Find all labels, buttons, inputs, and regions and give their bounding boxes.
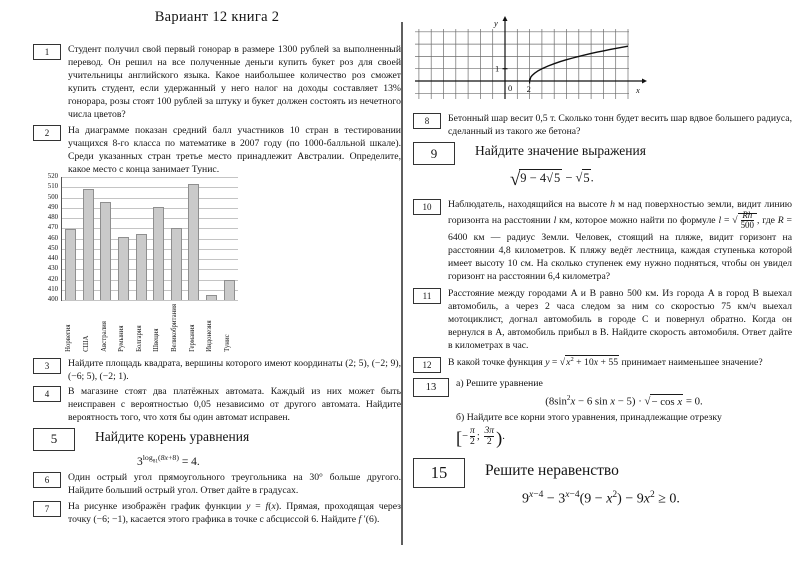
problem-3-number: 3 xyxy=(33,358,61,374)
bar-label: Норвегия xyxy=(65,324,73,352)
bar-chart-plot xyxy=(61,177,238,301)
bar-chart-xlabels xyxy=(61,301,237,352)
bar-label: Швеция xyxy=(153,328,161,352)
y-axis-tick-label: 400 xyxy=(47,296,58,303)
bar-label: Австралия xyxy=(100,321,108,352)
problem-7 xyxy=(33,500,401,526)
problem-1-number: 1 xyxy=(33,44,61,60)
problem-2 xyxy=(33,124,401,176)
bar-label: Тунис xyxy=(223,334,231,352)
problem-8 xyxy=(413,112,792,138)
problem-15 xyxy=(413,457,792,508)
problem-9-body xyxy=(462,141,792,191)
problem-2-text: На диаграмме показан средний балл участников 10 стран в тестировании учащихся 8-го класса по математике в 2007 году (по 1000-балльной шкале). Среди указанных стран третье место принадлежит Австралии. Определите, какое место с конца занимает Тунис. xyxy=(68,125,401,175)
function-graph xyxy=(415,14,651,108)
problem-6-number: 6 xyxy=(33,472,61,488)
bar xyxy=(153,207,164,300)
problem-7-text: На рисунке изображён график функции y = f(x). Прямая, проходящая через точку (−6; −1), касается этого графика в точке с абсциссой 6. Найдите f ′(6). xyxy=(68,500,401,525)
problem-4-text: В магазине стоят два платёжных автомата. Каждый из них может быть неисправен с вероятностью 0,05 независимо от другого автомата. Найдите вероятность того, что хотя бы один автомат исправен. xyxy=(68,385,401,423)
column-divider xyxy=(401,22,403,545)
bar xyxy=(100,202,111,300)
right-column xyxy=(413,0,792,508)
problem-13-number: 13 xyxy=(413,378,449,397)
bar xyxy=(136,234,147,300)
bar-label-slot xyxy=(79,301,96,352)
bar-label-slot xyxy=(202,301,219,352)
bar-chart-main xyxy=(43,173,401,303)
y-axis-tick-label: 500 xyxy=(47,193,58,201)
problem-12-number: 12 xyxy=(413,357,441,373)
x-tick-label: 2 xyxy=(526,84,531,94)
bar xyxy=(83,189,94,300)
y-axis-tick-label: 420 xyxy=(47,275,58,283)
problem-9 xyxy=(413,141,792,191)
problem-6-text: Один острый угол прямоугольного треугольника на 30° больше другого. Найдите больший острый угол. Ответ дайте в градусах. xyxy=(68,471,401,496)
problem-5-body xyxy=(82,427,401,468)
page-title: Вариант 12 книга 2 xyxy=(154,9,280,25)
problem-4 xyxy=(33,385,401,424)
problem-5-number: 5 xyxy=(33,428,75,451)
bar-chart-xlabels-row xyxy=(43,301,401,352)
problem-12-text: В какой точке функция $y = √x^2 + 10x + 55$ принимает наименьшее значение? xyxy=(448,355,763,368)
bar-label-slot xyxy=(114,301,131,352)
problem-13-body xyxy=(456,377,792,449)
bar-label-slot xyxy=(61,301,78,352)
bar xyxy=(65,229,76,300)
problem-1 xyxy=(33,43,401,121)
bar-label-slot xyxy=(132,301,149,352)
problem-5-formula: $3^{log_{81}(8x+8)} = 4$. xyxy=(137,452,200,468)
problem-8-text: Бетонный шар весит 0,5 т. Сколько тонн будет весить шар вдвое большего радиуса, сделанный из такого же бетона? xyxy=(448,113,792,137)
left-column xyxy=(33,0,401,526)
problem-9-number: 9 xyxy=(413,142,455,165)
bar xyxy=(118,237,129,300)
y-axis-tick-label: 440 xyxy=(47,255,58,262)
bar-label: Болгария xyxy=(135,325,143,352)
problem-15-number: 15 xyxy=(413,458,465,488)
x-axis-arrow xyxy=(642,79,647,84)
problem-9-formula: √9 − 4√5 − √5. xyxy=(510,169,594,190)
problem-15-body xyxy=(472,457,792,508)
bar-label: Великобритания xyxy=(170,304,178,352)
bar-label: Индонезия xyxy=(206,320,214,352)
gridline xyxy=(62,300,238,301)
problem-13-part-b-label: б) Найдите все корни этого уравнения, принадлежащие отрезку xyxy=(456,411,722,423)
problem-1-text: Студент получил свой первый гонорар в размере 1300 рублей за выполненный перевод. Он решил на все полученные деньги купить букет роз для своей учительницы английского языка. Какое наибольшее количество роз сможет купить студент, если удержанный у него налог на доходы составляет 13% гонорара, розы стоят 100 рублей за штуку и букет должен состоять из нечетного числа цветов? xyxy=(68,44,401,120)
y-tick-label: 1 xyxy=(495,63,500,74)
problem-10-number: 10 xyxy=(413,199,441,215)
bar-label-slot xyxy=(149,301,166,352)
problem-4-number: 4 xyxy=(33,386,61,402)
problem-9-heading: Найдите значение выражения xyxy=(475,143,646,158)
bar-label-slot xyxy=(184,301,201,352)
y-axis-tick-label: 490 xyxy=(47,203,58,211)
bar xyxy=(206,295,217,300)
y-axis-tick-label: 450 xyxy=(47,244,58,252)
problem-10 xyxy=(413,198,792,283)
bar-label-slot xyxy=(167,301,184,352)
y-axis-tick-label: 510 xyxy=(47,183,58,191)
problem-13-part-a-label: а) Решите уравнение xyxy=(456,377,543,389)
bar xyxy=(171,228,182,300)
y-axis-tick-label: 470 xyxy=(47,224,58,232)
problem-5 xyxy=(33,427,401,468)
problem-8-number: 8 xyxy=(413,113,441,129)
bar-chart-yaxis xyxy=(43,173,61,303)
bar-label-slot xyxy=(96,301,113,352)
problem-12 xyxy=(413,356,792,373)
x-axis-label: x xyxy=(636,85,640,95)
bar xyxy=(188,184,199,300)
y-axis-tick-label: 480 xyxy=(47,214,58,221)
problem-13-formula: ($8\sin^2x - 6$ sin x − 5) · √− cos x = 0. xyxy=(545,392,703,408)
problem-13 xyxy=(413,377,792,449)
bar-label: Германия xyxy=(188,324,196,352)
y-axis-tick-label: 430 xyxy=(47,265,58,273)
bar-chart-xaxis-spacer xyxy=(43,301,61,352)
problem-7-number: 7 xyxy=(33,501,61,517)
bar-chart-bars xyxy=(62,177,238,300)
problem-2-number: 2 xyxy=(33,125,61,141)
bar-label: США xyxy=(82,335,90,352)
y-axis-tick-label: 520 xyxy=(47,173,58,180)
problem-11-text: Расстояние между городами A и B равно 500 км. Из города A в город B выехал автомобиль, а через 2 часа следом за ним со скоростью 75 км/ч выехал мотоциклист, догнал автомобиль в городе C и повернул обратно. Когда он вернулся в A, автомобиль прибыл в B. Найдите скорость автомобиля. Ответ дайте в километрах в час. xyxy=(448,287,792,351)
problem-13-interval: [− $\frac{\pi}{2}$ ; $\frac{3\pi}{2}$ ). xyxy=(456,424,505,448)
y-axis-tick-label: 410 xyxy=(47,285,58,293)
problem-6 xyxy=(33,471,401,497)
problem-15-formula: $9^{x-4} - 3^{x-4}(9 - x^2) - 9x^2 \ge 0$. xyxy=(522,489,680,507)
origin-label: 0 xyxy=(508,83,513,93)
bar-chart xyxy=(43,173,401,352)
bar-label-slot xyxy=(220,301,237,352)
problem-11-number: 11 xyxy=(413,288,441,304)
bar xyxy=(224,280,235,301)
y-axis-tick-label: 460 xyxy=(47,234,58,242)
problem-3 xyxy=(33,357,401,383)
y-axis-arrow xyxy=(503,16,508,21)
y-axis-label: y xyxy=(494,18,498,28)
problem-11 xyxy=(413,287,792,352)
problem-5-heading: Найдите корень уравнения xyxy=(95,428,250,444)
problem-15-heading: Решите неравенство xyxy=(485,461,619,479)
bar-label: Румыния xyxy=(118,325,126,352)
problem-10-text: Наблюдатель, находящийся на высоте h м над поверхностью земли, видит линию горизонта на расстоянии l км, которое можно найти по формуле l = √ $\frac{Rh}{500}$ , где R = 6400 км — радиус Земли. Человек, стоящий на пляже, видит горизонт на расстоянии 4,8 километров. К пляжу ведёт лестница, каждая ступенька которой имеет высоту 10 см. На сколько ступенек ему нужно подняться, чтобы он увидел горизонт на расстоянии 6,4 километра? xyxy=(448,199,792,282)
problem-3-text: Найдите площадь квадрата, вершины которого имеют координаты (2; 5), (−2; 9), (−6; 5), (−2; 1). xyxy=(68,357,401,382)
